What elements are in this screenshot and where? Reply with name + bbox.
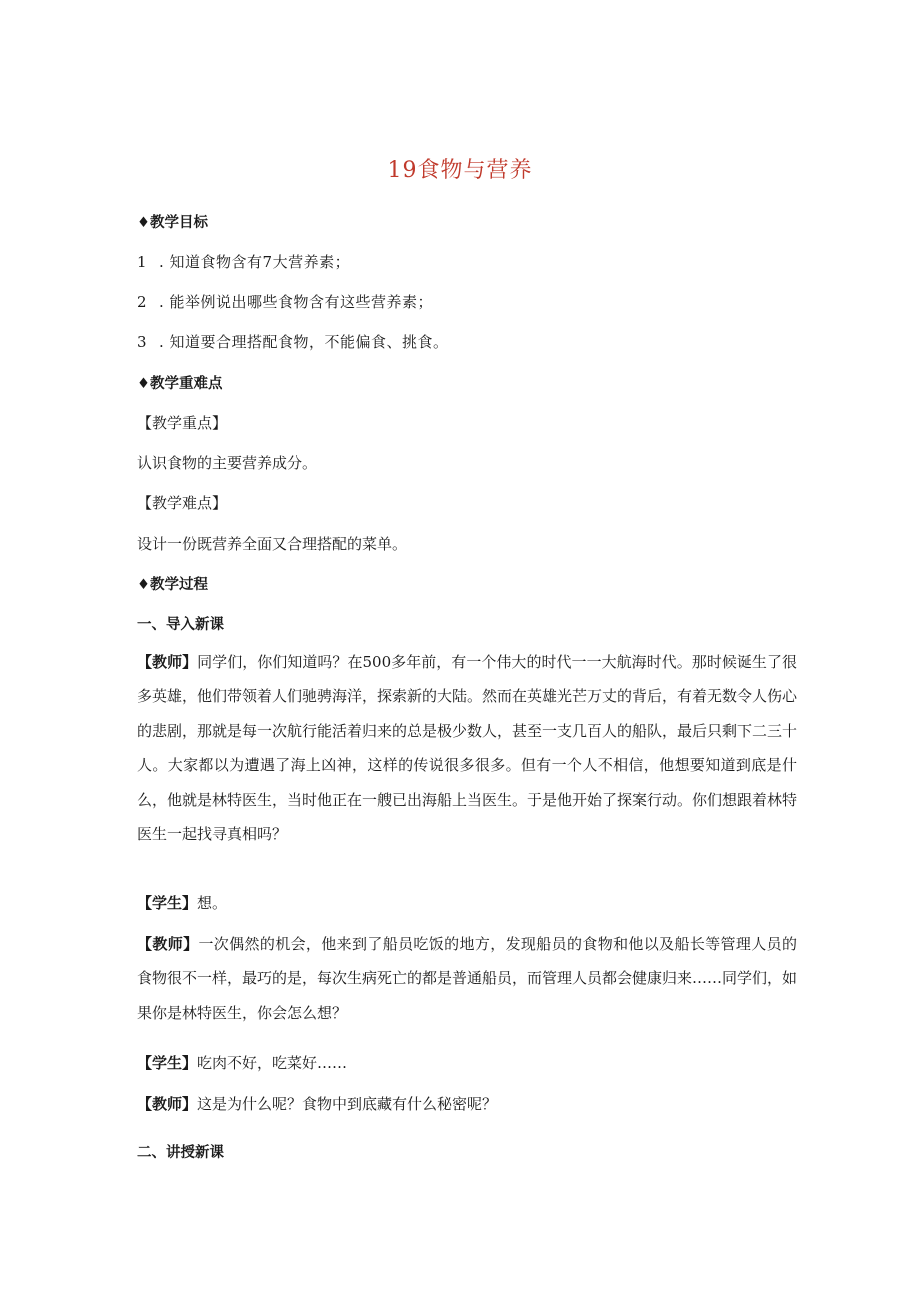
dialog-text: 这是为什么呢？食物中到底藏有什么秘密呢？: [197, 1095, 498, 1113]
dialog-paragraph: [137, 886, 797, 920]
speaker-tag: 【教师】: [137, 935, 199, 953]
dialog-paragraph: [137, 645, 797, 851]
difficulty-label: 【教学难点】: [137, 494, 228, 512]
page-title: 19食物与营养: [387, 158, 533, 183]
dialog-paragraph: [137, 927, 797, 1030]
dialog-text: 想。: [197, 894, 228, 912]
difficulty-text: 设计一份既营养全面又合理搭配的菜单。: [137, 535, 408, 553]
goal-text: . 知道要合理搭配食物，不能偏食、挑食。: [159, 333, 449, 351]
goal-text: . 知道食物含有7大营养素；: [159, 253, 351, 271]
section-heading-goals: ♦教学目标: [137, 215, 208, 231]
goal-text: . 能举例说出哪些食物含有这些营养素；: [159, 293, 434, 311]
dialog-text: 吃肉不好，吃菜好……: [197, 1054, 348, 1072]
dialog-text: 同学们，你们知道吗？在500多年前，有一个伟大的时代一一大航海时代。那时候诞生了很多英雄，他们带领着人们驰骋海洋，探索新的大陆。然而在英雄光芒万丈的背后，有着无数令人伤心的悲剧，那就是每一次航行能活着归来的总是极少数人，甚至一支几百人的船队，最后只剩下二三十人。大家都以为遭遇了海上凶神，这样的传说很多很多。但有一个人不相信，他想要知道到底是什么，他就是林特医生，当时他正在一艘已出海船上当医生。于是他开始了探案行动。你们想跟着林特医生一起找寻真相吗？: [137, 653, 798, 844]
part-heading-new-lesson: 二、讲授新课: [137, 1145, 224, 1161]
goal-item-1: [137, 251, 797, 272]
speaker-tag: 【学生】: [137, 894, 198, 912]
part-heading-intro: 一、导入新课: [137, 617, 224, 633]
key-point-text: 认识食物的主要营养成分。: [137, 454, 318, 472]
goal-item-2: [137, 291, 797, 312]
speaker-tag: 【教师】: [137, 653, 198, 671]
dialog-text: 一次偶然的机会，他来到了船员吃饭的地方，发现船员的食物和他以及船长等管理人员的食物很不一样，最巧的是，每次生病死亡的都是普通船员，而管理人员都会健康归来……同学们，如果你是林特医生，你会怎么想？: [137, 935, 798, 1022]
dialog-paragraph: [137, 1087, 797, 1121]
goal-item-3: [137, 331, 797, 352]
goal-number: 3: [137, 333, 148, 351]
speaker-tag: 【教师】: [137, 1095, 198, 1113]
key-point-label: 【教学重点】: [137, 414, 228, 432]
section-heading-process: ♦教学过程: [137, 577, 208, 593]
section-heading-keypoints: ♦教学重难点: [137, 376, 223, 392]
dialog-paragraph: [137, 1046, 797, 1080]
goal-number: 1: [137, 253, 148, 271]
speaker-tag: 【学生】: [137, 1054, 198, 1072]
goal-number: 2: [137, 293, 148, 311]
